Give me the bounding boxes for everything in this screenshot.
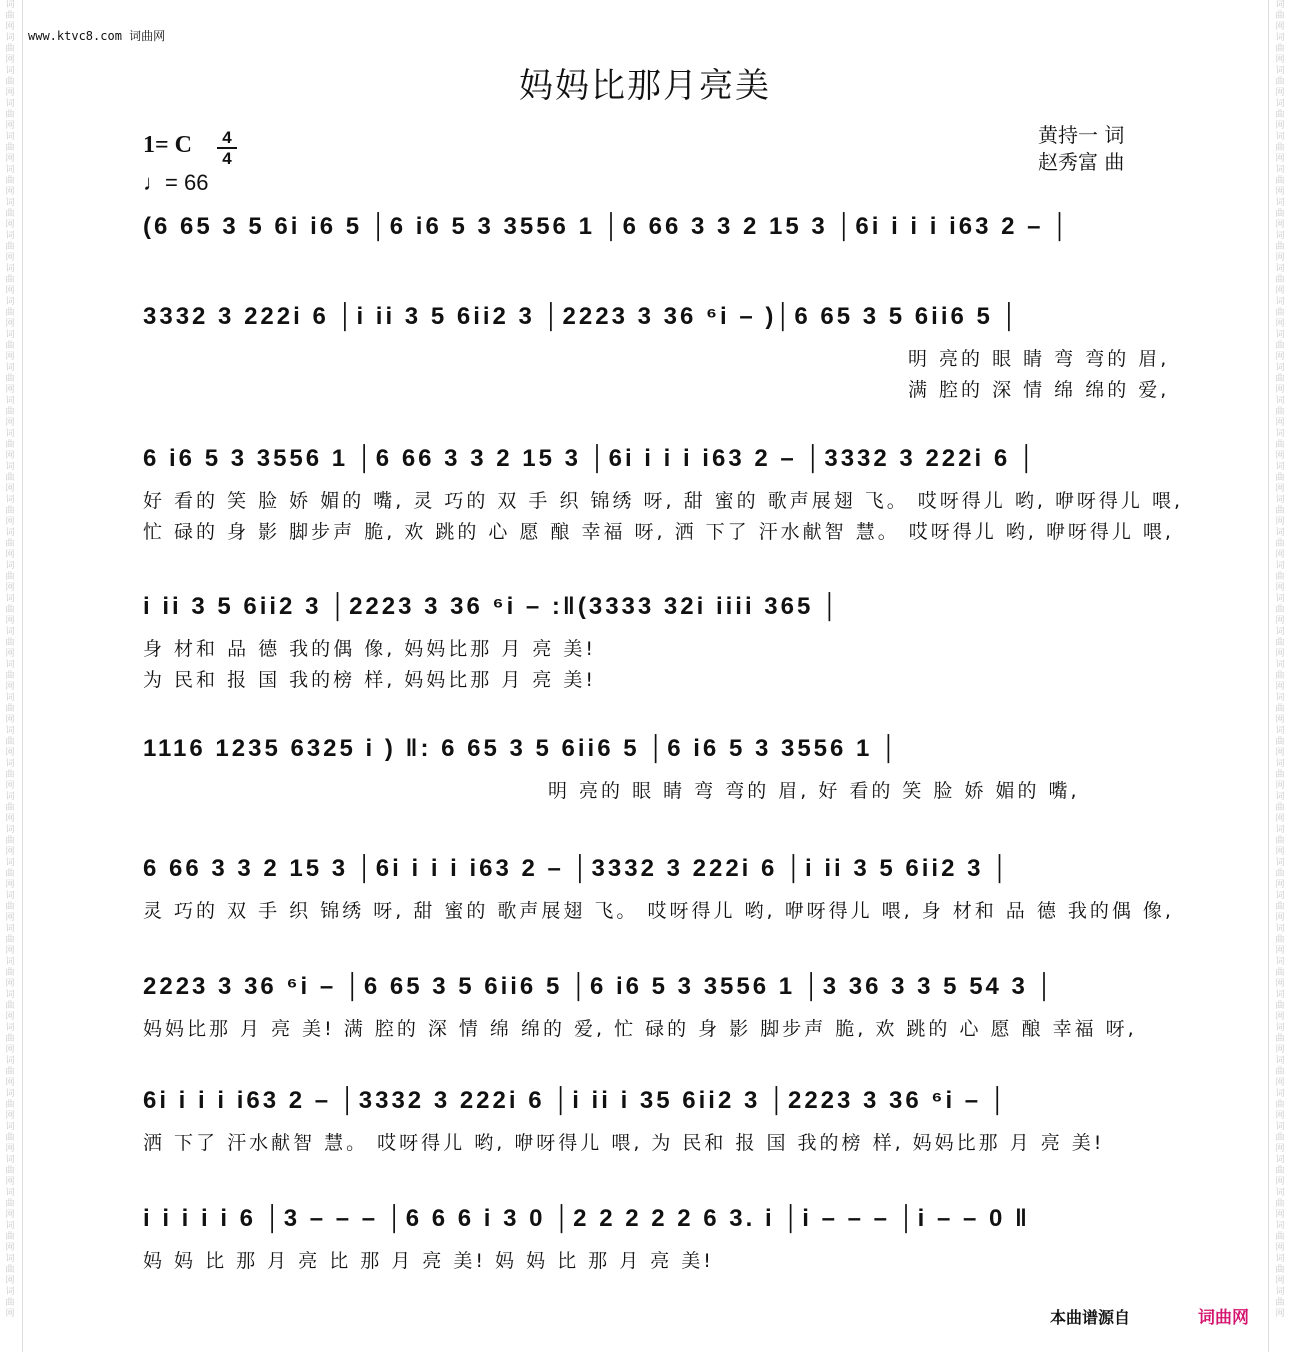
left-margin-rule (22, 0, 23, 1352)
lyricist-credit: 黄持一 词 (1038, 123, 1125, 147)
time-signature (217, 129, 237, 167)
score-line (143, 588, 1153, 691)
notation-line: i ii 3 5 6ii2 3 │2223 3 36 ⁶i – :‖(3333 32i iiii 365 │ (143, 593, 841, 620)
source-label: 本曲谱源自 (1050, 1308, 1131, 1327)
score-line (143, 1200, 1153, 1272)
lyric-line: 满 腔的 深 情 绵 绵的 爱, (908, 379, 1170, 401)
lyric-line: 为 民和 报 国 我的榜 样, 妈妈比那 月 亮 美! (143, 669, 597, 691)
lyric-line: 灵 巧的 双 手 织 锦绣 呀, 甜 蜜的 歌声展翅 飞。 哎呀得儿 哟, 咿呀得儿 喂, 身 材和 品 德 我的偶 像, (143, 900, 1174, 922)
key-signature: 1= C (143, 132, 193, 158)
composer-credit: 赵秀富 曲 (1038, 150, 1125, 174)
side-watermark-right: 词曲网词曲网词曲网词曲网词曲网词曲网词曲网词曲网词曲网词曲网词曲网词曲网词曲网词曲网词曲网词曲网词曲网词曲网词曲网词曲网词曲网词曲网词曲网词曲网词曲网词曲网词曲网词曲网词曲网词曲网词曲网词曲网词曲网词曲网词曲网词曲网词曲网词曲网词曲网词曲网 (1275, 0, 1285, 1319)
score-line (143, 1082, 1153, 1154)
notation-line: 2223 3 36 ⁶i – │6 65 3 5 6ii6 5 │6 i6 5 3 3556 1 │3 36 3 3 5 54 3 │ (143, 973, 1056, 1000)
score-line (143, 440, 1183, 543)
score-line (143, 730, 1153, 802)
time-numerator: 4 (222, 128, 232, 147)
source-site-link[interactable]: 词曲网 (1198, 1308, 1249, 1328)
notation-line: 1116 1235 6325 i ) ‖: 6 65 3 5 6ii6 5 │6 i6 5 3 3556 1 │ (143, 735, 901, 762)
lyric-line: 妈 妈 比 那 月 亮 比 那 月 亮 美! 妈 妈 比 那 月 亮 美! (143, 1250, 714, 1272)
notation-line: i i i i i 6 │3 – – – │6 6 6 i 3 0 │2 2 2 2 2 6 3. i │i – – – │i – – 0 ‖ (143, 1205, 1030, 1232)
score-line (143, 208, 1153, 252)
score-line (143, 298, 1170, 401)
lyric-line: 明 亮的 眼 睛 弯 弯的 眉, (908, 348, 1170, 370)
score-line (143, 850, 1174, 922)
side-watermark-left: 词曲网词曲网词曲网词曲网词曲网词曲网词曲网词曲网词曲网词曲网词曲网词曲网词曲网词曲网词曲网词曲网词曲网词曲网词曲网词曲网词曲网词曲网词曲网词曲网词曲网词曲网词曲网词曲网词曲网词曲网词曲网词曲网词曲网词曲网词曲网词曲网词曲网词曲网词曲网词曲网 (5, 0, 15, 1319)
lyric-line: 洒 下了 汗水献智 慧。 哎呀得儿 哟, 咿呀得儿 喂, 为 民和 报 国 我的榜 样, 妈妈比那 月 亮 美! (143, 1132, 1105, 1154)
notation-line: 6i i i i i63 2 – │3332 3 222i 6 │i ii i 35 6ii2 3 │2223 3 36 ⁶i – │ (143, 1087, 1009, 1114)
lyric-line: 忙 碌的 身 影 脚步声 脆, 欢 跳的 心 愿 酿 幸福 呀, 洒 下了 汗水献智 慧。 哎呀得儿 哟, 咿呀得儿 喂, (143, 521, 1174, 543)
time-denominator: 4 (222, 149, 232, 168)
right-margin-rule (1268, 0, 1269, 1352)
lyric-line: 明 亮的 眼 睛 弯 弯的 眉, 好 看的 笑 脸 娇 媚的 嘴, (548, 780, 1080, 802)
lyric-line: 好 看的 笑 脸 娇 媚的 嘴, 灵 巧的 双 手 织 锦绣 呀, 甜 蜜的 歌声展翅 飞。 哎呀得儿 哟, 咿呀得儿 喂, (143, 490, 1183, 512)
lyric-line: 妈妈比那 月 亮 美! 满 腔的 深 情 绵 绵的 爱, 忙 碌的 身 影 脚步声 脆, 欢 跳的 心 愿 酿 幸福 呀, (143, 1018, 1137, 1040)
notation-line: 6 i6 5 3 3556 1 │6 66 3 3 2 15 3 │6i i i i i63 2 – │3332 3 222i 6 │ (143, 445, 1038, 472)
site-url: www.ktvc8.com 词曲网 (28, 29, 166, 43)
song-title: 妈妈比那月亮美 (519, 66, 771, 106)
notation-line: 3332 3 222i 6 │i ii 3 5 6ii2 3 │2223 3 36 ⁶i – )│6 65 3 5 6ii6 5 │ (143, 303, 1021, 330)
score-line (143, 968, 1153, 1040)
tempo-mark: ♩= 66 (143, 170, 209, 195)
lyric-line: 身 材和 品 德 我的偶 像, 妈妈比那 月 亮 美! (143, 638, 597, 660)
notation-line: (6 65 3 5 6i i6 5 │6 i6 5 3 3556 1 │6 66 3 3 2 15 3 │6i i i i i63 2 – │ (143, 213, 1072, 240)
notation-line: 6 66 3 3 2 15 3 │6i i i i i63 2 – │3332 3 222i 6 │i ii 3 5 6ii2 3 │ (143, 855, 1012, 882)
credits (1038, 122, 1124, 176)
